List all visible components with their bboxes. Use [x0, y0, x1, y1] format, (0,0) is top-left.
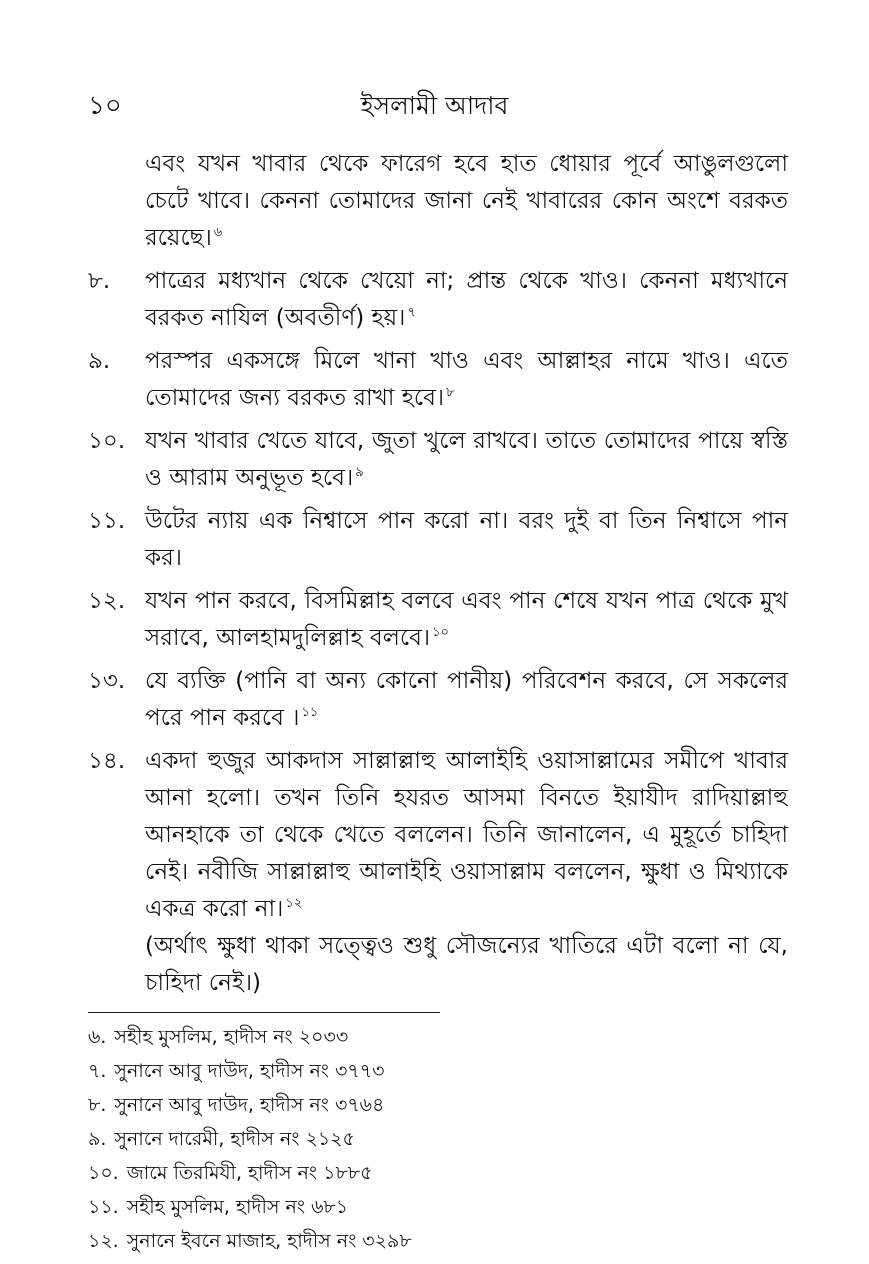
footnote-ref: ৮	[446, 385, 455, 400]
item-number: ১৪.	[88, 748, 126, 774]
footnotes	[88, 1020, 788, 1258]
item-number: ৮.	[88, 268, 111, 294]
footnote-text: সুনানে আবু দাউদ, হাদীস নং ৩৭৭৩	[114, 1060, 385, 1082]
footnote	[88, 1088, 788, 1122]
footnote	[88, 1224, 788, 1258]
footnote-text: সহীহ মুসলিম, হাদীস নং ২০৩৩	[114, 1026, 349, 1048]
item-text: যখন খাবার খেতে যাবে, জুতা খুলে রাখবে। তাতে তোমাদের পায়ে স্বস্তি ও আরাম অনুভূত হবে।	[145, 428, 788, 491]
item-text: যে ব্যক্তি (পানি বা অন্য কোনো পানীয়) পরিবেশন করবে, সে সকলের পরে পান করবে ।	[145, 668, 788, 731]
footnote-number: ১২.	[88, 1230, 119, 1252]
item-text: একদা হুজুর আকদাস সাল্লাল্লাহু আলাইহি ওয়াসাল্লামের সমীপে খাবার আনা হলো। তখন তিনি হযরত আসমা বিনতে ইয়াযীদ রাদিয়াল্লাহু আনহাকে তা থেকে খেতে বললেন। তিনি জানালেন, এ মুহূর্তে চাহিদা নেই। নবীজি সাল্লাল্লাহু আলাইহি ওয়াসাল্লাম বললেন, ক্ষুধা ও মিথ্যাকে একত্র করো না।	[145, 748, 788, 922]
footnote-text: জামে তিরমিযী, হাদীস নং ১৮৮৫	[126, 1162, 373, 1184]
footnote-number: ১০.	[88, 1162, 119, 1184]
footnote-ref: ৬	[213, 225, 223, 240]
item-text: উটের ন্যায় এক নিশ্বাসে পান করো না। বরং দুই বা তিন নিশ্বাসে পান কর।	[145, 508, 788, 571]
list-item	[88, 503, 788, 577]
explanatory-note: (অর্থাৎ ক্ষুধা থাকা সত্ত্বেও শুধু সৌজন্যের খাতিরে এটা বলো না যে, চাহিদা নেই।)	[145, 933, 788, 996]
continuation-paragraph	[88, 146, 788, 257]
footnote-number: ১১.	[88, 1196, 119, 1218]
page-header	[0, 86, 869, 126]
running-title: ইসলামী আদাব	[360, 91, 509, 120]
footnote-text: সুনানে ইবনে মাজাহ, হাদীস নং ৩২৯৮	[126, 1230, 412, 1252]
list-item	[88, 343, 788, 417]
footnote	[88, 1020, 788, 1054]
list-item	[88, 263, 788, 337]
item-number: ১১.	[88, 508, 126, 534]
item-text: পরস্পর একসঙ্গে মিলে খানা খাও এবং আল্লাহর নামে খাও। এতে তোমাদের জন্য বরকত রাখা হবে।	[145, 348, 788, 411]
footnote-text: সুনানে আবু দাউদ, হাদীস নং ৩৭৬৪	[114, 1094, 385, 1116]
footnote	[88, 1156, 788, 1190]
list-item	[88, 423, 788, 497]
footnote-ref: ৭	[407, 305, 416, 320]
item-text: যখন পান করবে, বিসমিল্লাহ বলবে এবং পান শেষে যখন পাত্র থেকে মুখ সরাবে, আলহামদুলিল্লাহ বলবে।	[145, 588, 788, 651]
list-item	[88, 583, 788, 657]
page-number: ১০	[88, 91, 122, 121]
item-number: ১২.	[88, 588, 126, 614]
footnote-number: ৬.	[88, 1026, 107, 1048]
continuation-text: এবং যখন খাবার থেকে ফারেগ হবে হাত ধোয়ার পূর্বে আঙুলগুলো চেটে খাবে। কেননা তোমাদের জানা নেই খাবারের কোন অংশে বরকত রয়েছে।	[145, 151, 788, 251]
footnote-ref: ১০	[432, 625, 449, 640]
footnote	[88, 1190, 788, 1224]
main-text	[88, 146, 788, 1008]
footnote-number: ৯.	[88, 1128, 107, 1150]
footnote-text: সহীহ মুসলিম, হাদীস নং ৬৮১	[126, 1196, 349, 1218]
footnote-divider	[88, 1012, 440, 1013]
footnote-text: সুনানে দারেমী, হাদীস নং ২১২৫	[114, 1128, 355, 1150]
item-text: পাত্রের মধ্যখান থেকে খেয়ো না; প্রান্ত থেকে খাও। কেননা মধ্যখানে বরকত নাযিল (অবতীর্ণ) হয়।	[145, 268, 788, 331]
footnote	[88, 1122, 788, 1156]
item-number: ১০.	[88, 428, 126, 454]
footnote-number: ৮.	[88, 1094, 107, 1116]
item-number: ৯.	[88, 348, 111, 374]
list-item	[88, 663, 788, 737]
footnote-ref: ৯	[355, 465, 364, 480]
footnote-ref: ১১	[301, 705, 319, 720]
footnote-ref: ১২	[285, 896, 303, 911]
item-number: ১৩.	[88, 668, 126, 694]
footnote	[88, 1054, 788, 1088]
list-item	[88, 743, 788, 1002]
footnote-number: ৭.	[88, 1060, 107, 1082]
